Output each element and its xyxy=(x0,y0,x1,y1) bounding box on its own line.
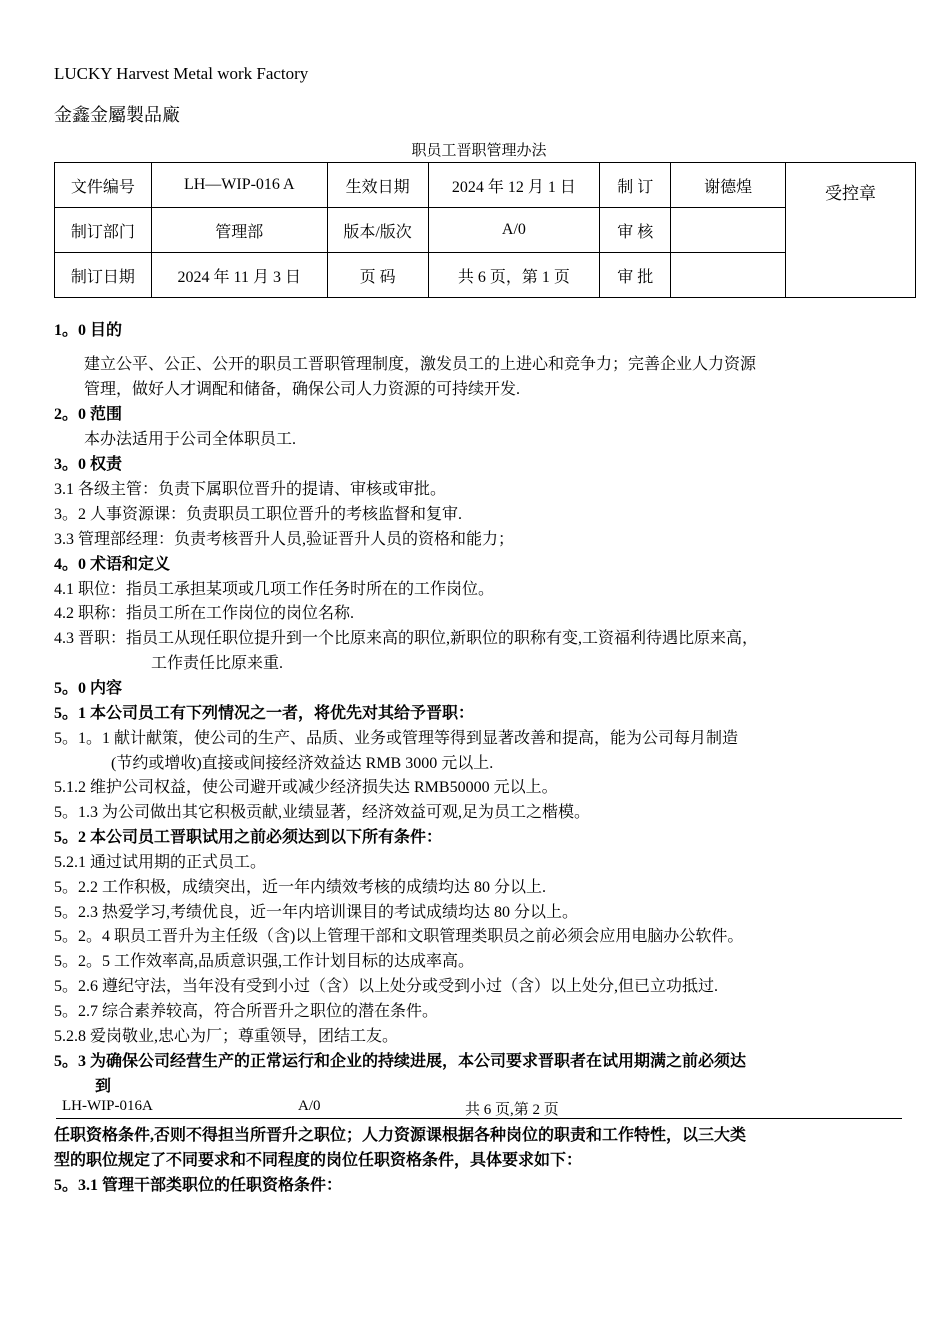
section-1-title: 1。0 目的 xyxy=(54,322,123,339)
clause-5-3: 5。3 为确保公司经营生产的正常运行和企业的持续进展，本公司要求晋职者在试用期满之前必须达 xyxy=(54,1053,747,1070)
company-name-en: LUCKY Harvest Metal work Factory xyxy=(54,64,309,83)
label-prepared-by: 制 订 xyxy=(600,163,671,208)
clause-5-1-1: 5。1。1 献计献策，使公司的生产、品质、业务或管理等得到显著改善和提高，能为公司每月制造 xyxy=(54,730,739,747)
clause-4-3-cont: 工作责任比原来重. xyxy=(151,655,284,672)
clause-5-2-4: 5。2。4 职员工晋升为主任级（含)以上管理干部和文职管理类职员之前必须会应用电脑办公软件。 xyxy=(54,928,744,945)
clause-3-2: 3。2 人事资源课：负责职员工职位晋升的考核监督和复审. xyxy=(54,506,463,523)
page-2-text: 型的职位规定了不同要求和不同程度的岗位任职资格条件，具体要求如下： xyxy=(54,1152,583,1169)
section-2-title: 2。0 范围 xyxy=(54,406,123,423)
clause-5-2-8: 5.2.8 爱岗敬业,忠心为厂；尊重领导，团结工友。 xyxy=(54,1028,399,1045)
footer-doc-code: LH-WIP-016A xyxy=(62,1098,153,1114)
section-5-title: 5。0 内容 xyxy=(54,680,123,697)
value-prepared-date: 2024 年 11 月 3 日 xyxy=(151,253,327,298)
value-department: 管理部 xyxy=(151,208,327,253)
clause-5-2-3: 5。2.3 热爱学习,考绩优良，近一年内培训课目的考试成绩均达 80 分以上。 xyxy=(54,904,579,921)
clause-5-1-title: 5。1 本公司员工有下列情况之一者，将优先对其给予晋职： xyxy=(54,705,475,722)
clause-5-1-2: 5.1.2 维护公司权益，使公司避开或减少经济损失达 RMB50000 元以上。 xyxy=(54,779,558,796)
value-version: A/0 xyxy=(428,208,600,253)
footer-divider xyxy=(56,1118,902,1119)
clause-5-2-1: 5.2.1 通过试用期的正式员工。 xyxy=(54,854,267,871)
label-reviewed-by: 审 核 xyxy=(600,208,671,253)
value-effective-date: 2024 年 12 月 1 日 xyxy=(428,163,600,208)
label-prepared-date: 制订日期 xyxy=(55,253,152,298)
clause-5-1-3: 5。1.3 为公司做出其它积极贡献,业绩显著，经济效益可观,足为员工之楷模。 xyxy=(54,804,591,821)
section-1-text: 管理，做好人才调配和储备，确保公司人力资源的可持续开发. xyxy=(84,381,521,398)
section-1-text: 建立公平、公正、公开的职员工晋职管理制度，激发员工的上进心和竞争力；完善企业人力资源 xyxy=(84,356,757,373)
controlled-stamp: 受控章 xyxy=(786,163,916,298)
clause-4-2: 4.2 职称：指员工所在工作岗位的岗位名称. xyxy=(54,605,355,622)
value-reviewed-by xyxy=(671,208,786,253)
clause-3-1: 3.1 各级主管：负责下属职位晋升的提请、审核或审批。 xyxy=(54,481,447,498)
clause-5-1-1-cont: (节约或增收)直接或间接经济效益达 RMB 3000 元以上. xyxy=(111,755,494,772)
company-name-zh: 金鑫金屬製品廠 xyxy=(54,105,180,126)
clause-5-2-2: 5。2.2 工作积极，成绩突出，近一年内绩效考核的成绩均达 80 分以上. xyxy=(54,879,547,896)
label-page: 页 码 xyxy=(327,253,428,298)
clause-5-3-cont: 到 xyxy=(95,1078,112,1095)
clause-5-2-6: 5。2.6 遵纪守法，当年没有受到小过（含）以上处分或受到小过（含）以上处分,但已立功抵过. xyxy=(54,978,719,995)
page-2-text: 任职资格条件,否则不得担当所晋升之职位；人力资源课根据各种岗位的职责和工作特性，以三大类 xyxy=(54,1127,747,1144)
section-3-title: 3。0 权责 xyxy=(54,456,123,473)
clause-3-3: 3.3 管理部经理：负责考核晋升人员,验证晋升人员的资格和能力； xyxy=(54,531,515,548)
info-row xyxy=(55,163,916,208)
document-info-table xyxy=(54,162,916,298)
value-prepared-by: 谢德煌 xyxy=(671,163,786,208)
label-department: 制订部门 xyxy=(55,208,152,253)
label-version: 版本/版次 xyxy=(327,208,428,253)
label-doc-number: 文件编号 xyxy=(55,163,152,208)
clause-4-3: 4.3 晋职：指员工从现任职位提升到一个比原来高的职位,新职位的职称有变,工资福利待遇比原来高， xyxy=(54,630,759,647)
footer-page-number: 共 6 页,第 2 页 xyxy=(465,1102,559,1118)
clause-5-3-1-title: 5。3.1 管理干部类职位的任职资格条件： xyxy=(54,1177,343,1194)
value-approved-by xyxy=(671,253,786,298)
section-2-text: 本办法适用于公司全体职员工. xyxy=(84,431,297,448)
clause-5-2-5: 5。2。5 工作效率高,品质意识强,工作计划目标的达成率高。 xyxy=(54,953,475,970)
value-page: 共 6 页，第 1 页 xyxy=(428,253,600,298)
value-doc-number: LH—WIP-016 A xyxy=(151,163,327,208)
section-4-title: 4。0 术语和定义 xyxy=(54,556,171,573)
label-approved-by: 审 批 xyxy=(600,253,671,298)
document-title: 职员工晋职管理办法 xyxy=(411,143,547,159)
clause-5-2-7: 5。2.7 综合素养较高，符合所晋升之职位的潜在条件。 xyxy=(54,1003,439,1020)
clause-5-2-title: 5。2 本公司员工晋职试用之前必须达到以下所有条件： xyxy=(54,829,443,846)
footer-version: A/0 xyxy=(298,1098,321,1114)
label-effective-date: 生效日期 xyxy=(327,163,428,208)
clause-4-1: 4.1 职位：指员工承担某项或几项工作任务时所在的工作岗位。 xyxy=(54,581,495,598)
